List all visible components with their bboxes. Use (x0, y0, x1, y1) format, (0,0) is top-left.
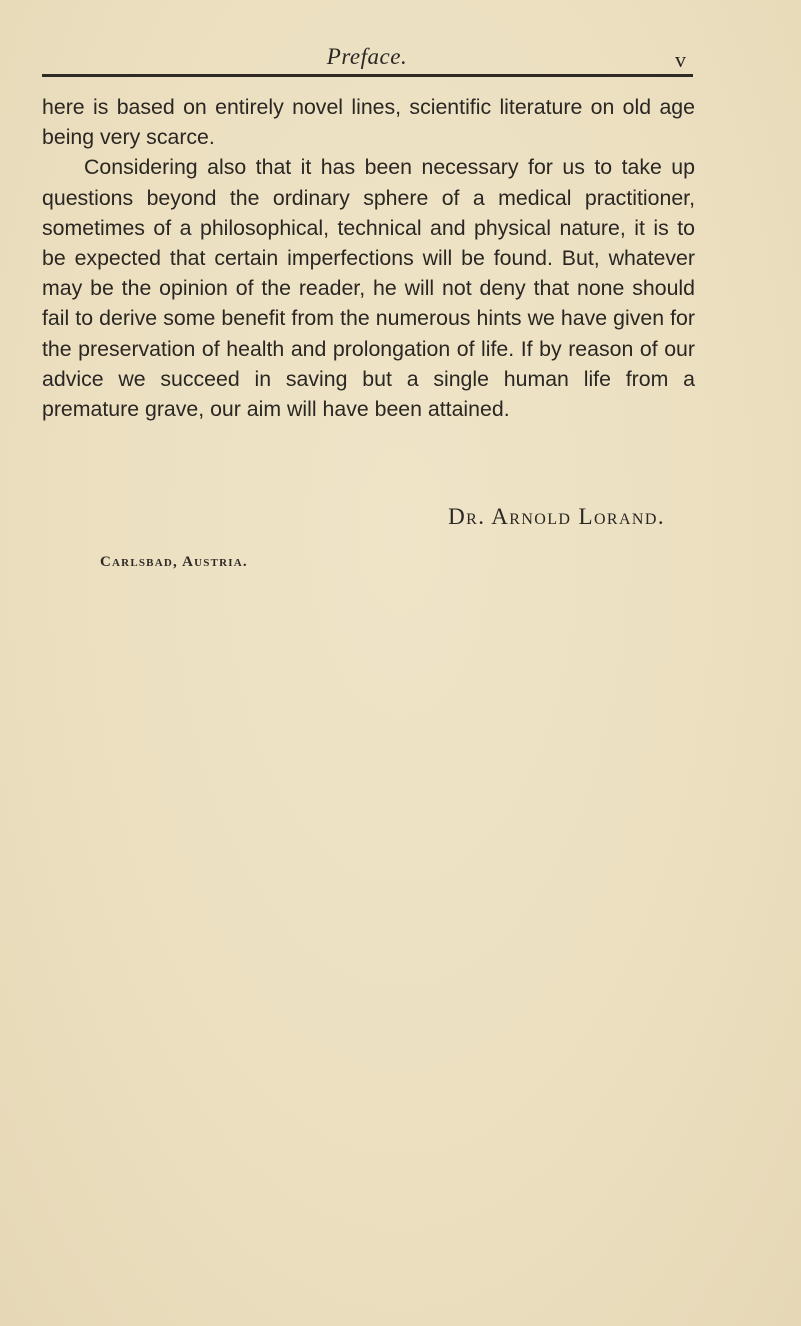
body-text (42, 92, 695, 424)
running-title: Preface. (326, 44, 408, 69)
running-head (42, 44, 692, 78)
header-rule (42, 74, 693, 77)
author-signature: Dr. Arnold Lorand. (448, 504, 665, 529)
paragraph-continued: here is based on entirely novel lines, scientific literature on old age being very scarce. (42, 95, 695, 150)
paragraph: Considering also that it has been necessary for us to take up questions beyond the ordinary sphere of a medical practitioner, sometimes of a philosophical, technical and physical nature, it is to be expected that certain imperfections will be found. But, whatever may be the opinion of the reader, he will not deny that none should fail to derive some benefit from the numerous hints we have given for the preservation of health and prolongation of life. If by reason of our advice we succeed in saving but a single human life from a premature grave, our aim will have been attained. (42, 155, 695, 422)
page-number: v (675, 47, 686, 72)
place-line: Carlsbad, Austria. (100, 554, 248, 570)
